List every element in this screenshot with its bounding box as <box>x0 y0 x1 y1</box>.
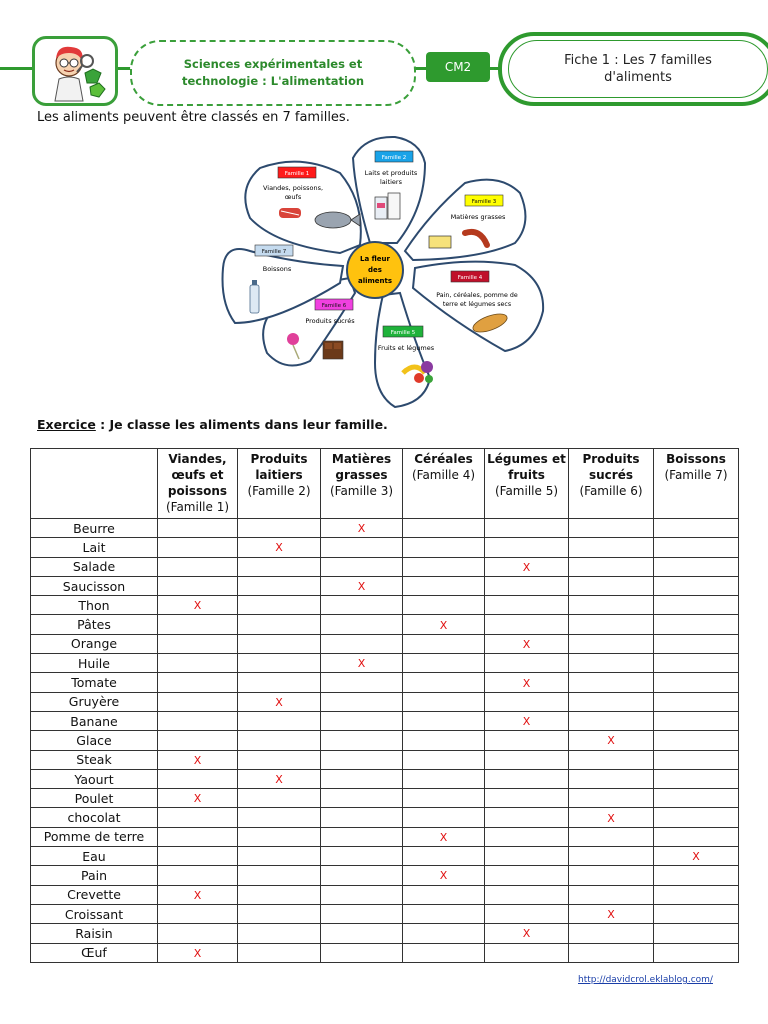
petal-3-badge: Famille 3 <box>471 199 497 205</box>
table-row <box>31 692 739 711</box>
family-6-cell <box>569 866 654 885</box>
family-6-cell <box>569 731 654 750</box>
family-1-cell <box>158 731 238 750</box>
family-3-cell <box>321 673 403 692</box>
family-2-cell <box>238 711 321 730</box>
table-row <box>31 866 739 885</box>
family-7-cell <box>654 750 739 769</box>
family-6-cell <box>569 750 654 769</box>
family-1-cell <box>158 924 238 943</box>
family-6-cell <box>569 924 654 943</box>
family-4-cell <box>403 943 485 962</box>
family-3-cell <box>321 750 403 769</box>
title-line-1: Sciences expérimentales et <box>183 57 363 71</box>
food-name-cell: Pain <box>31 866 158 885</box>
food-name-cell: Pomme de terre <box>31 827 158 846</box>
family-5-cell <box>485 904 569 923</box>
family-1-cell <box>158 692 238 711</box>
petal-7-line-1: Boissons <box>262 265 292 273</box>
check-mark: X <box>692 850 700 864</box>
header-corner <box>31 449 158 519</box>
food-name-cell: chocolat <box>31 808 158 827</box>
family-6-cell <box>569 885 654 904</box>
food-name-cell: Pâtes <box>31 615 158 634</box>
check-mark: X <box>193 946 202 960</box>
check-mark: X <box>607 811 615 825</box>
family-1-cell <box>158 943 238 962</box>
food-name-cell: Orange <box>31 634 158 653</box>
family-4-cell <box>403 808 485 827</box>
family-4-cell <box>403 904 485 923</box>
family-2-cell <box>238 557 321 576</box>
family-2-cell <box>238 769 321 788</box>
header-family-6: Produits sucrés (Famille 6) <box>569 449 654 519</box>
family-1-cell <box>158 576 238 595</box>
family-7-cell <box>654 673 739 692</box>
family-7-cell <box>654 576 739 595</box>
family-2-cell <box>238 827 321 846</box>
family-6-cell <box>569 692 654 711</box>
family-1-cell <box>158 557 238 576</box>
check-mark: X <box>522 637 531 651</box>
family-3-cell <box>321 789 403 808</box>
intro-text: Les aliments peuvent être classés en 7 familles. <box>37 110 350 125</box>
check-mark: X <box>275 695 283 709</box>
family-5-cell <box>485 596 569 615</box>
family-6-cell <box>569 654 654 673</box>
family-5-cell <box>485 750 569 769</box>
family-6-cell <box>569 634 654 653</box>
family-7-cell <box>654 866 739 885</box>
table-body <box>31 519 739 963</box>
water-bottle-icon <box>250 280 259 313</box>
check-mark: X <box>607 734 615 748</box>
family-5-cell <box>485 692 569 711</box>
family-2-cell <box>238 673 321 692</box>
family-5-cell <box>485 808 569 827</box>
petal-4-badge: Famille 4 <box>457 275 483 281</box>
check-mark: X <box>275 773 283 786</box>
check-mark: X <box>193 753 202 767</box>
family-1-cell <box>158 885 238 904</box>
food-name-cell: Banane <box>31 711 158 730</box>
fiche-line-1: Fiche 1 : Les 7 familles <box>564 53 712 68</box>
center-line-1: La fleur <box>360 255 390 263</box>
family-6-cell <box>569 538 654 557</box>
petal-2-line-1: Laits et produits <box>364 169 418 177</box>
family-4-cell <box>403 769 485 788</box>
family-6-cell <box>569 789 654 808</box>
family-2-cell <box>238 866 321 885</box>
family-3-cell <box>321 943 403 962</box>
family-4-cell <box>403 596 485 615</box>
family-2-cell <box>238 904 321 923</box>
check-mark: X <box>522 676 531 690</box>
check-mark: X <box>357 522 366 536</box>
family-5-cell <box>485 576 569 595</box>
food-name-cell: Beurre <box>31 519 158 538</box>
table-row <box>31 924 739 943</box>
exercise-label: Exercice <box>37 417 96 432</box>
family-6-cell <box>569 943 654 962</box>
family-5-cell <box>485 847 569 866</box>
family-4-cell <box>403 866 485 885</box>
family-4-cell <box>403 634 485 653</box>
family-7-cell <box>654 596 739 615</box>
food-name-cell: Steak <box>31 750 158 769</box>
family-3-cell <box>321 711 403 730</box>
fiche-title-box <box>498 32 768 106</box>
family-4-cell <box>403 692 485 711</box>
level-badge: CM2 <box>426 52 490 82</box>
family-7-cell <box>654 943 739 962</box>
family-4-cell <box>403 654 485 673</box>
table-row <box>31 634 739 653</box>
table-row <box>31 750 739 769</box>
family-7-cell <box>654 789 739 808</box>
family-6-cell <box>569 904 654 923</box>
family-5-cell <box>485 615 569 634</box>
family-1-cell <box>158 596 238 615</box>
family-3-cell <box>321 904 403 923</box>
family-3-cell <box>321 924 403 943</box>
header-family-1: Viandes, œufs et poissons (Famille 1) <box>158 449 238 519</box>
family-4-cell <box>403 847 485 866</box>
family-1-cell <box>158 866 238 885</box>
family-4-cell <box>403 924 485 943</box>
check-mark: X <box>275 541 283 555</box>
family-3-cell <box>321 808 403 827</box>
family-3-cell <box>321 654 403 673</box>
food-name-cell: Raisin <box>31 924 158 943</box>
family-3-cell <box>321 557 403 576</box>
family-7-cell <box>654 615 739 634</box>
family-3-cell <box>321 692 403 711</box>
family-2-cell <box>238 847 321 866</box>
family-2-cell <box>238 538 321 557</box>
food-name-cell: Huile <box>31 654 158 673</box>
table-row <box>31 885 739 904</box>
table-row <box>31 789 739 808</box>
family-7-cell <box>654 827 739 846</box>
petal-7-badge: Famille 7 <box>261 249 287 255</box>
food-name-cell: Croissant <box>31 904 158 923</box>
table-row <box>31 711 739 730</box>
family-2-cell <box>238 692 321 711</box>
family-6-cell <box>569 596 654 615</box>
family-2-cell <box>238 596 321 615</box>
family-3-cell <box>321 847 403 866</box>
family-3-cell <box>321 769 403 788</box>
family-5-cell <box>485 769 569 788</box>
table-row <box>31 769 739 788</box>
family-5-cell <box>485 538 569 557</box>
check-mark: X <box>522 927 531 941</box>
family-3-cell <box>321 827 403 846</box>
family-2-cell <box>238 576 321 595</box>
family-2-cell <box>238 634 321 653</box>
header-family-3: Matières grasses (Famille 3) <box>321 449 403 519</box>
family-4-cell <box>403 827 485 846</box>
family-2-cell <box>238 789 321 808</box>
family-4-cell <box>403 885 485 904</box>
family-1-cell <box>158 673 238 692</box>
family-5-cell <box>485 654 569 673</box>
food-name-cell: Crevette <box>31 885 158 904</box>
check-mark: X <box>193 599 202 613</box>
table-row <box>31 847 739 866</box>
check-mark: X <box>357 580 366 594</box>
food-name-cell: Poulet <box>31 789 158 808</box>
petal-3-line-1: Matières grasses <box>450 213 506 221</box>
classification-table <box>30 448 739 963</box>
family-6-cell <box>569 808 654 827</box>
table-row <box>31 673 739 692</box>
family-4-cell <box>403 731 485 750</box>
table-row <box>31 557 739 576</box>
check-mark: X <box>522 715 531 729</box>
petal-1-line-2: œufs <box>284 193 302 201</box>
family-5-cell <box>485 731 569 750</box>
family-2-cell <box>238 808 321 827</box>
fiche-line-2: d'aliments <box>604 70 672 85</box>
family-1-cell <box>158 904 238 923</box>
food-name-cell: Saucisson <box>31 576 158 595</box>
food-name-cell: Yaourt <box>31 769 158 788</box>
family-7-cell <box>654 557 739 576</box>
family-2-cell <box>238 519 321 538</box>
food-name-cell: Gruyère <box>31 692 158 711</box>
scientist-logo <box>32 36 118 106</box>
family-5-cell <box>485 924 569 943</box>
family-6-cell <box>569 847 654 866</box>
family-5-cell <box>485 673 569 692</box>
family-6-cell <box>569 769 654 788</box>
family-5-cell <box>485 827 569 846</box>
family-3-cell <box>321 866 403 885</box>
family-1-cell <box>158 711 238 730</box>
food-flower-diagram <box>215 133 555 415</box>
scientist-icon <box>35 39 115 103</box>
check-mark: X <box>439 618 448 632</box>
food-name-cell: Lait <box>31 538 158 557</box>
family-6-cell <box>569 827 654 846</box>
family-3-cell <box>321 634 403 653</box>
family-1-cell <box>158 847 238 866</box>
family-5-cell <box>485 866 569 885</box>
family-3-cell <box>321 885 403 904</box>
family-2-cell <box>238 654 321 673</box>
family-4-cell <box>403 519 485 538</box>
family-7-cell <box>654 847 739 866</box>
center-line-2: des <box>368 266 382 274</box>
family-3-cell <box>321 731 403 750</box>
table-row <box>31 538 739 557</box>
family-1-cell <box>158 750 238 769</box>
petal-6-badge: Famille 6 <box>321 303 347 309</box>
petal-6-line-1: Produits sucrés <box>305 317 355 325</box>
family-6-cell <box>569 711 654 730</box>
family-1-cell <box>158 634 238 653</box>
food-name-cell: Thon <box>31 596 158 615</box>
family-6-cell <box>569 576 654 595</box>
family-4-cell <box>403 673 485 692</box>
family-5-cell <box>485 634 569 653</box>
family-7-cell <box>654 711 739 730</box>
table-row <box>31 731 739 750</box>
family-1-cell <box>158 827 238 846</box>
header-family-5: Légumes et fruits (Famille 5) <box>485 449 569 519</box>
petal-4-line-2: terre et légumes secs <box>442 301 512 308</box>
food-name-cell: Glace <box>31 731 158 750</box>
center-line-3: aliments <box>357 277 393 285</box>
check-mark: X <box>607 908 615 922</box>
family-1-cell <box>158 769 238 788</box>
petal-5-line-1: Fruits et légumes <box>377 344 435 352</box>
family-6-cell <box>569 519 654 538</box>
family-2-cell <box>238 731 321 750</box>
family-2-cell <box>238 924 321 943</box>
family-4-cell <box>403 789 485 808</box>
check-mark: X <box>193 792 202 806</box>
family-4-cell <box>403 711 485 730</box>
petal-5-badge: Famille 5 <box>390 330 416 336</box>
header-family-2: Produits laitiers (Famille 2) <box>238 449 321 519</box>
chocolate-icon <box>323 341 343 359</box>
family-7-cell <box>654 924 739 943</box>
family-1-cell <box>158 538 238 557</box>
butter-icon <box>429 236 451 248</box>
family-1-cell <box>158 519 238 538</box>
petal-2-badge: Famille 2 <box>381 155 407 161</box>
table-row <box>31 808 739 827</box>
family-7-cell <box>654 519 739 538</box>
family-3-cell <box>321 519 403 538</box>
family-6-cell <box>569 673 654 692</box>
family-6-cell <box>569 557 654 576</box>
petal-1-line-1: Viandes, poissons, <box>262 184 324 192</box>
family-4-cell <box>403 750 485 769</box>
family-5-cell <box>485 789 569 808</box>
check-mark: X <box>439 830 448 844</box>
family-6-cell <box>569 615 654 634</box>
header-family-7: Boissons (Famille 7) <box>654 449 739 519</box>
family-2-cell <box>238 750 321 769</box>
food-name-cell: Tomate <box>31 673 158 692</box>
footer-link[interactable]: http://davidcrol.eklablog.com/ <box>578 975 713 985</box>
family-1-cell <box>158 654 238 673</box>
family-1-cell <box>158 615 238 634</box>
family-7-cell <box>654 885 739 904</box>
exercise-title <box>37 417 388 432</box>
family-3-cell <box>321 538 403 557</box>
table-row <box>31 654 739 673</box>
family-7-cell <box>654 731 739 750</box>
family-2-cell <box>238 943 321 962</box>
petal-1-badge: Famille 1 <box>284 171 310 177</box>
family-2-cell <box>238 615 321 634</box>
family-1-cell <box>158 789 238 808</box>
food-name-cell: Eau <box>31 847 158 866</box>
family-7-cell <box>654 634 739 653</box>
family-7-cell <box>654 904 739 923</box>
family-5-cell <box>485 557 569 576</box>
petal-2-line-2: laitiers <box>379 178 403 186</box>
title-line-2: technologie : L'alimentation <box>181 74 365 88</box>
exercise-text: : Je classe les aliments dans leur famille. <box>95 417 388 432</box>
table-row <box>31 904 739 923</box>
family-4-cell <box>403 576 485 595</box>
family-4-cell <box>403 557 485 576</box>
family-5-cell <box>485 519 569 538</box>
check-mark: X <box>193 888 202 902</box>
family-7-cell <box>654 692 739 711</box>
steak-icon <box>279 208 301 218</box>
family-1-cell <box>158 808 238 827</box>
petal-4-line-1: Pain, céréales, pomme de <box>436 292 518 299</box>
header-family-4: Céréales (Famille 4) <box>403 449 485 519</box>
table-row <box>31 576 739 595</box>
table-row <box>31 615 739 634</box>
family-7-cell <box>654 808 739 827</box>
table-row <box>31 519 739 538</box>
family-2-cell <box>238 885 321 904</box>
family-5-cell <box>485 943 569 962</box>
family-4-cell <box>403 615 485 634</box>
family-4-cell <box>403 538 485 557</box>
table-row <box>31 596 739 615</box>
family-5-cell <box>485 885 569 904</box>
family-7-cell <box>654 654 739 673</box>
table-row <box>31 943 739 962</box>
family-3-cell <box>321 576 403 595</box>
check-mark: X <box>522 560 531 574</box>
table-row <box>31 827 739 846</box>
family-7-cell <box>654 538 739 557</box>
family-3-cell <box>321 596 403 615</box>
page-title <box>130 40 416 106</box>
family-7-cell <box>654 769 739 788</box>
family-3-cell <box>321 615 403 634</box>
check-mark: X <box>439 869 448 883</box>
food-name-cell: Œuf <box>31 943 158 962</box>
family-5-cell <box>485 711 569 730</box>
table-header-row <box>31 449 739 519</box>
check-mark: X <box>357 657 366 671</box>
food-name-cell: Salade <box>31 557 158 576</box>
